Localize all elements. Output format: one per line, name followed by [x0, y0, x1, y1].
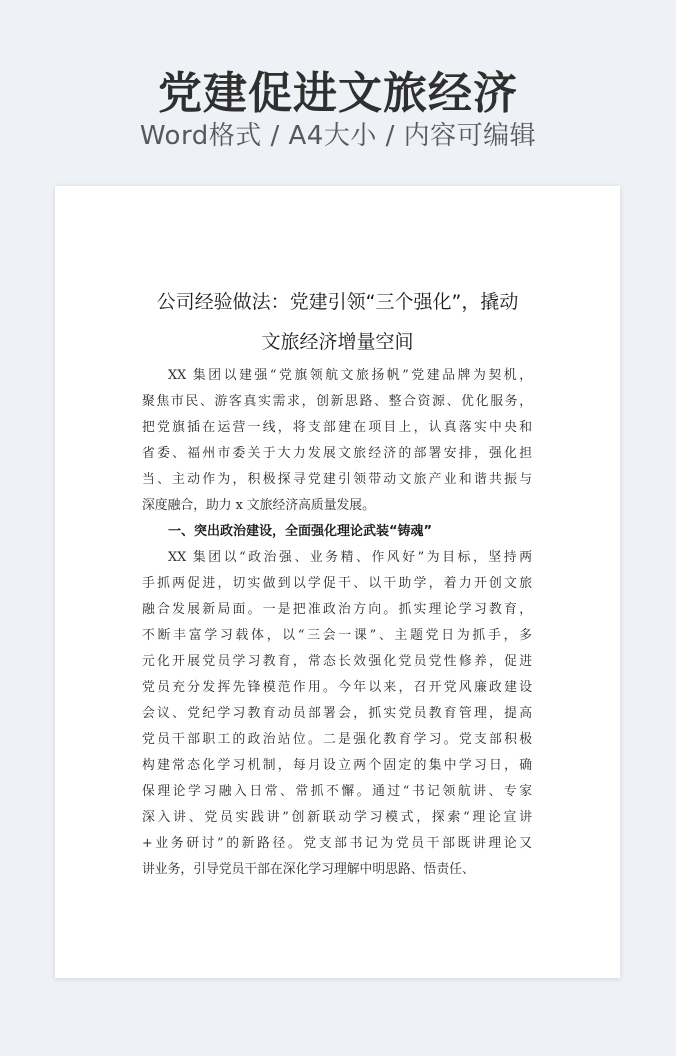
paragraph-line: 融合发展新局面。一是把准政治方向。抓实理论学习教育，	[142, 602, 532, 617]
paragraph-line: 保理论学习融入日常、常抓不懈。通过“书记领航讲、专家	[142, 784, 532, 799]
paragraph-line: 构建常态化学习机制，每月设立两个固定的集中学习日，确	[142, 758, 532, 773]
paragraph-line: XX 集团以“政治强、业务精、作风好”为目标，坚持两	[168, 550, 532, 565]
paragraph-line: 会议、党纪学习教育动员部署会，抓实党员教育管理，提高	[142, 706, 532, 721]
paragraph-line: 不断丰富学习载体，以“三会一课”、主题党日为抓手，多	[142, 628, 532, 643]
paragraph-line: 讲业务，引导党员干部在深化学习理解中明思路、悟责任、	[142, 862, 475, 877]
paragraph-line: 手抓两促进，切实做到以学促干、以干助学，着力开创文旅	[142, 576, 532, 591]
document-title-line: 文旅经济增量空间	[261, 331, 414, 353]
paragraph-line: 党员干部职工的政治站位。二是强化教育学习。党支部积极	[142, 732, 532, 747]
paragraph-line: 深度融合，助力 x 文旅经济高质量发展。	[142, 498, 375, 513]
document-title-line: 公司经验做法：党建引领“三个强化”，撬动	[156, 291, 519, 313]
document-body	[142, 363, 532, 883]
section-heading: 一、突出政治建设，全面强化理论武装“铸魂”	[168, 524, 433, 539]
paragraph-line: 元化开展党员学习教育，常态长效强化党员党性修养，促进	[142, 654, 532, 669]
document-title	[55, 282, 620, 362]
document-page	[55, 186, 620, 978]
paragraph-line: 聚焦市民、游客真实需求，创新思路、整合资源、优化服务，	[142, 394, 532, 409]
paragraph-line: 党员充分发挥先锋模范作用。今年以来，召开党风廉政建设	[142, 680, 532, 695]
paragraph-line: 把党旗插在运营一线，将支部建在项目上，认真落实中央和	[142, 420, 532, 435]
paragraph-line: 当、主动作为，积极探寻党建引领带动文旅产业和谐共振与	[142, 472, 532, 487]
paragraph-line: 省委、福州市委关于大力发展文旅经济的部署安排，强化担	[142, 446, 532, 461]
paragraph-line: +业务研讨”的新路径。党支部书记为党员干部既讲理论又	[142, 836, 532, 851]
banner-subtitle: Word格式 / A4大小 / 内容可编辑	[139, 121, 537, 151]
paragraph-line: XX 集团以建强“党旗领航文旅扬帆”党建品牌为契机，	[168, 368, 532, 383]
paragraph-line: 深入讲、党员实践讲”创新联动学习模式，探索“理论宣讲	[142, 810, 532, 825]
banner-title: 党建促进文旅经济	[158, 68, 518, 119]
